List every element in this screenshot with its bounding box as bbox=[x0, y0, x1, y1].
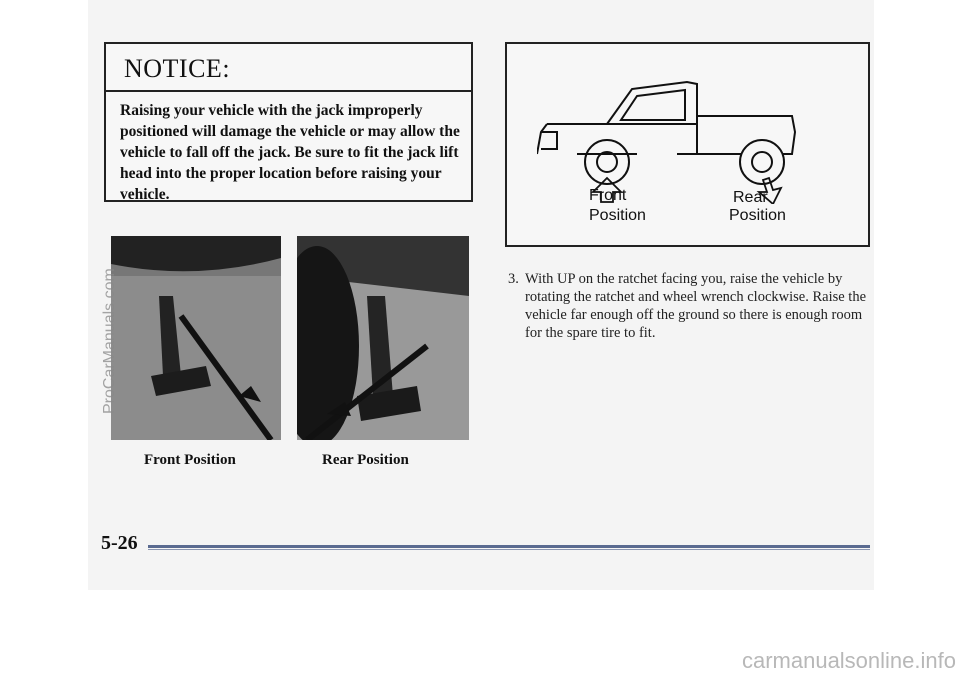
notice-box bbox=[104, 42, 473, 202]
step-text: With UP on the ratchet facing you, raise the vehicle by rotating the ratchet and wheel wrench clockwise. Raise the vehicle far enough off the ground so there is enough room for the spare tire to fit. bbox=[525, 271, 867, 341]
rear-label-line1: Rear bbox=[733, 189, 768, 206]
truck-window bbox=[621, 90, 685, 120]
truck-diagram bbox=[537, 54, 797, 204]
truck-diagram-box bbox=[505, 42, 870, 247]
front-position-caption: Front Position bbox=[144, 452, 236, 468]
front-label-line2: Position bbox=[589, 207, 646, 224]
side-watermark: ProCarManuals.com bbox=[101, 268, 118, 414]
rear-position-photo bbox=[297, 236, 469, 440]
rear-label-line2: Position bbox=[729, 207, 786, 224]
step-number: 3. bbox=[508, 271, 519, 287]
truck-body bbox=[537, 116, 795, 154]
front-position-photo bbox=[111, 236, 281, 440]
rear-wheel bbox=[740, 140, 784, 184]
truck-grille bbox=[541, 132, 557, 149]
bottom-watermark: carmanualsonline.info bbox=[741, 648, 956, 673]
notice-title: NOTICE: bbox=[106, 44, 471, 92]
footer-rule-thin bbox=[148, 549, 870, 550]
front-label-line1: Front bbox=[589, 187, 627, 204]
footer-rule bbox=[148, 545, 870, 548]
page-number: 5-26 bbox=[101, 532, 138, 554]
rear-position-caption: Rear Position bbox=[322, 452, 409, 468]
notice-text: Raising your vehicle with the jack improperly positioned will damage the vehicle or may allow the vehicle to fall off the jack. Be sure to fit the jack lift head into the proper location before raising your vehicle. bbox=[120, 102, 460, 203]
